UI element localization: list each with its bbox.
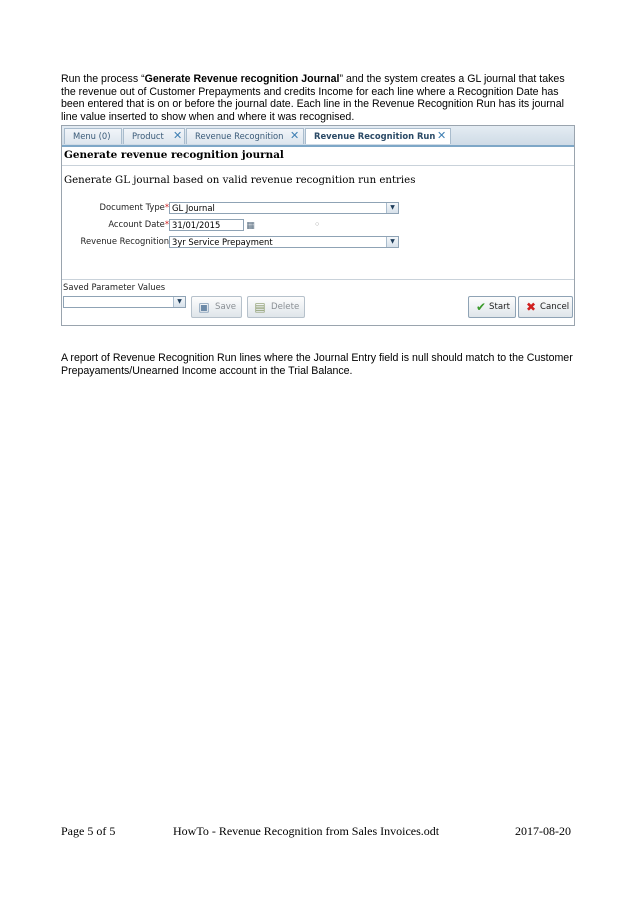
- tab-label: Menu (0): [73, 131, 111, 141]
- start-button[interactable]: [468, 296, 516, 318]
- close-icon[interactable]: ✕: [173, 129, 183, 142]
- revenue-recognition-value: 3yr Service Prepayment: [172, 237, 273, 247]
- close-icon[interactable]: ✕: [290, 129, 300, 142]
- intro-paragraph: [61, 73, 581, 123]
- process-title: Generate revenue recognition journal: [64, 149, 284, 161]
- save-button[interactable]: [191, 296, 242, 318]
- saved-parameters-label: Saved Parameter Values: [63, 282, 166, 292]
- delete-button-label: Delete: [271, 302, 300, 312]
- document-type-select[interactable]: [169, 202, 399, 214]
- process-description: Generate GL journal based on valid revenue recognition run entries: [64, 175, 416, 186]
- start-button-label: Start: [489, 302, 510, 312]
- cross-icon: ✖: [525, 300, 537, 314]
- trash-icon: ▤: [254, 300, 266, 314]
- account-date-label: Account Date*: [108, 219, 169, 229]
- footer-document-title: HowTo - Revenue Recognition from Sales Invoices.odt: [173, 824, 440, 838]
- footer-date: 2017-08-20: [515, 824, 571, 838]
- chevron-down-icon[interactable]: ▼: [173, 297, 185, 307]
- tab-product[interactable]: [123, 128, 185, 144]
- account-date-input[interactable]: [169, 219, 244, 231]
- process-title-bar: [62, 147, 574, 166]
- tab-label: Product: [132, 131, 164, 141]
- document-type-value: GL Journal: [172, 203, 215, 213]
- intro-suffix: ” and the system creates a GL journal that takes the revenue out of Customer Prepayments and credits Income for each line where a Recognition Date has been entered that is on or before the journal date. Each line in the Revenue Recognition Run has its journal line value inserted to show when and where it was recognised.: [61, 73, 565, 123]
- chevron-down-icon[interactable]: ▼: [386, 237, 398, 247]
- tab-bar: [62, 126, 574, 147]
- divider: [62, 279, 574, 280]
- cancel-button[interactable]: [518, 296, 573, 318]
- document-type-label: Document Type*: [99, 202, 169, 212]
- marker-dot: ○: [315, 221, 320, 228]
- revenue-recognition-label: Revenue Recognition: [80, 236, 169, 246]
- saved-parameters-select[interactable]: [63, 296, 186, 308]
- tab-revenue-recognition[interactable]: [186, 128, 304, 144]
- tab-revenue-recognition-run[interactable]: [305, 128, 451, 144]
- revenue-recognition-select[interactable]: [169, 236, 399, 248]
- chevron-down-icon[interactable]: ▼: [386, 203, 398, 213]
- tab-menu[interactable]: [64, 128, 122, 144]
- cancel-button-label: Cancel: [540, 302, 570, 312]
- calendar-icon[interactable]: ▦: [246, 220, 255, 230]
- tab-label: Revenue Recognition Run: [314, 131, 436, 141]
- process-screenshot: [61, 125, 575, 326]
- save-button-label: Save: [215, 302, 237, 312]
- tab-label: Revenue Recognition: [195, 131, 284, 141]
- process-name-bold: Generate Revenue recognition Journal: [144, 73, 340, 85]
- account-date-value: 31/01/2015: [172, 220, 221, 230]
- floppy-disk-icon: ▣: [198, 300, 210, 314]
- close-icon[interactable]: ✕: [437, 129, 447, 142]
- report-paragraph: A report of Revenue Recognition Run lines where the Journal Entry field is null should match to the Customer Prepayaments/Unearned Income account in the Trial Balance.: [61, 352, 573, 377]
- footer-page-number: Page 5 of 5: [61, 824, 116, 838]
- intro-prefix: Run the process “: [61, 73, 145, 85]
- checkmark-icon: ✔: [475, 300, 487, 314]
- delete-button[interactable]: [247, 296, 305, 318]
